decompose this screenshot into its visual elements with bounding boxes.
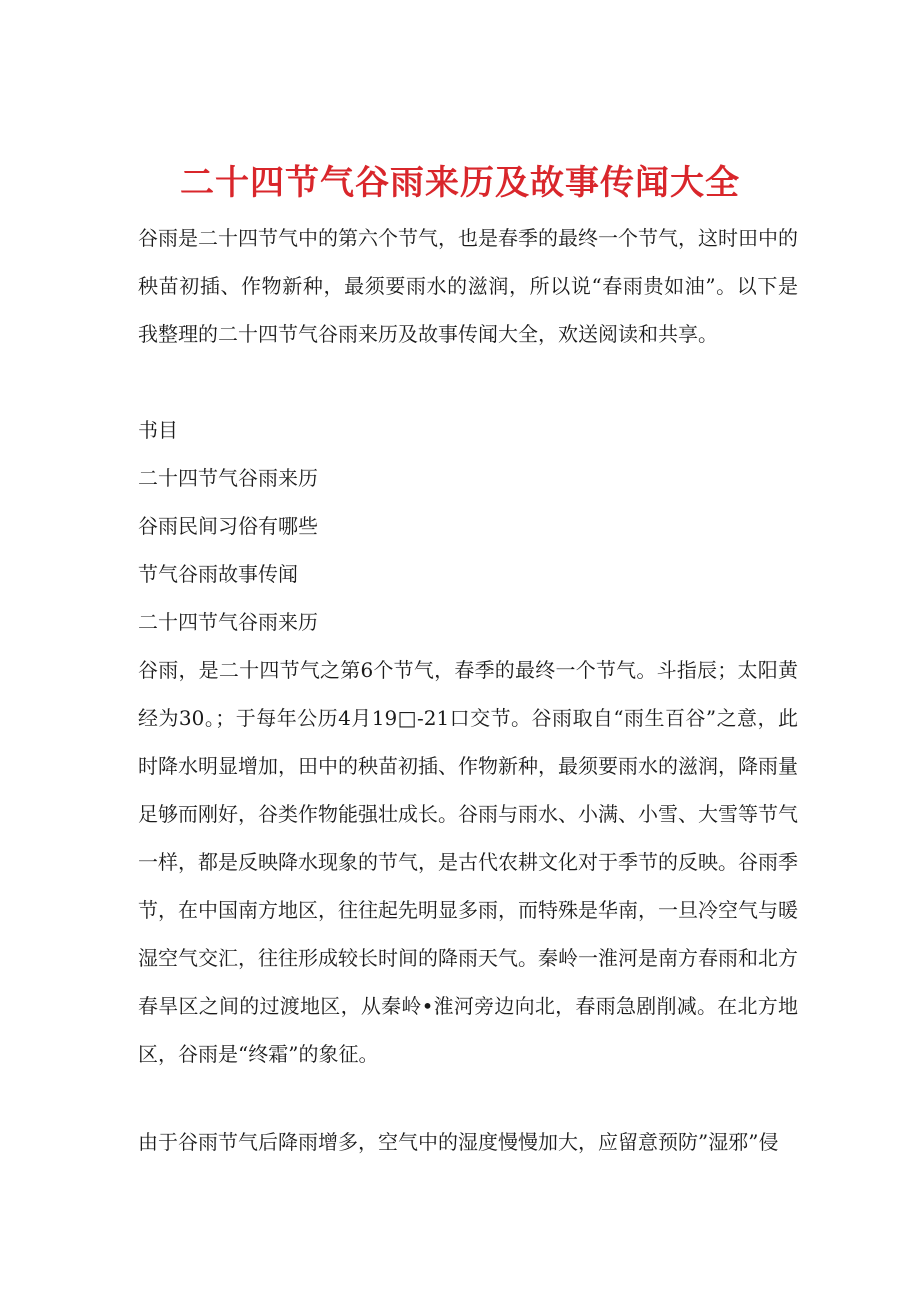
- table-of-contents: [138, 454, 798, 646]
- intro-paragraph: 谷雨是二十四节气中的第六个节气，也是春季的最终一个节气，这时田中的秧苗初插、作物新种，最须要雨水的滋润，所以说“春雨贵如油”。以下是我整理的二十四节气谷雨来历及故事传闻大全，欢送阅读和共享。: [138, 226, 798, 346]
- toc-item: 二十四节气谷雨来历: [138, 466, 318, 490]
- body-paragraph: 由于谷雨节气后降雨增多，空气中的湿度慢慢加大，应留意预防”湿邪”侵: [138, 1130, 779, 1154]
- toc-item: 节气谷雨故事传闻: [138, 562, 298, 586]
- document-title: 二十四节气谷雨来历及故事传闻大全: [180, 162, 740, 203]
- body-paragraph: 谷雨，是二十四节气之第6个节气，春季的最终一个节气。斗指辰；太阳黄经为30。；于每年公历4月19□-21口交节。谷雨取自“雨生百谷”之意，此时降水明显增加，田中的秧苗初插、作物新种，最须要雨水的滋润，降雨量足够而刚好，谷类作物能强壮成长。谷雨与雨水、小满、小雪、大雪等节气一样，都是反映降水现象的节气，是古代农耕文化对于季节的反映。谷雨季节，在中国南方地区，往往起先明显多雨，而特殊是华南，一旦冷空气与暖湿空气交汇，往往形成较长时间的降雨天气。秦岭一淮河是南方春雨和北方春旱区之间的过渡地区，从秦岭•淮河旁边向北，春雨急剧削减。在北方地区，谷雨是“终霜”的象征。: [138, 658, 798, 1066]
- toc-item: 二十四节气谷雨来历: [138, 610, 318, 634]
- toc-item: 谷雨民间习俗有哪些: [138, 514, 318, 538]
- toc-heading: 书目: [138, 418, 178, 442]
